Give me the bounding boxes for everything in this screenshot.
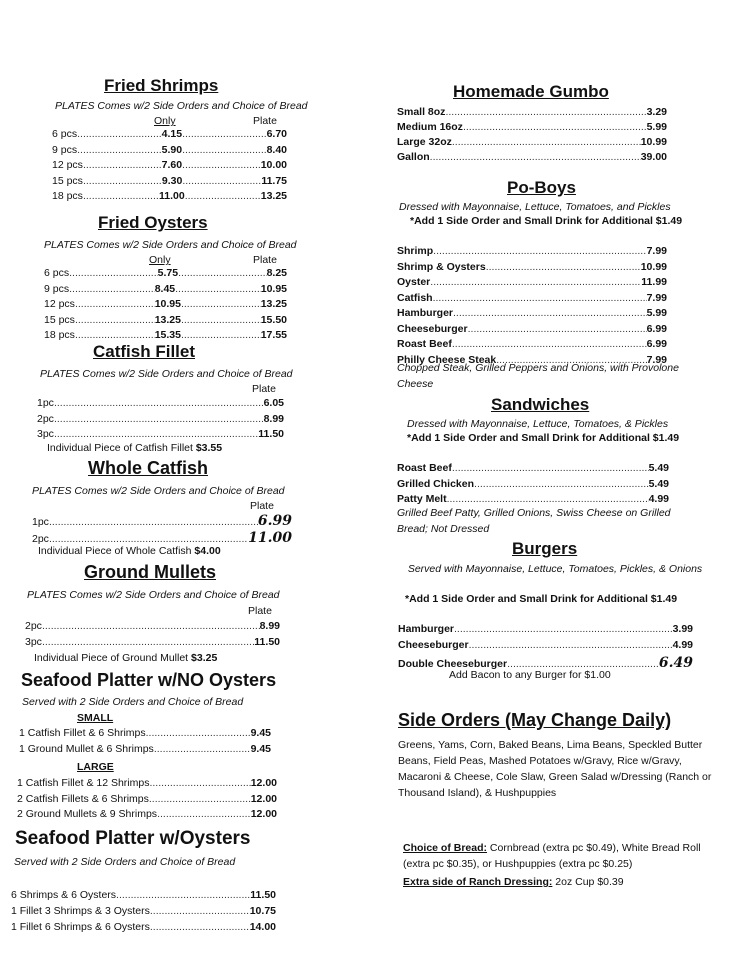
- bread-label: Choice of Bread:: [403, 842, 488, 854]
- row-label: Cheeseburger: [398, 639, 469, 651]
- row-label: Small 8oz: [397, 106, 446, 118]
- gumbo-title: Homemade Gumbo: [453, 82, 609, 101]
- row-price: 12.00: [250, 792, 277, 805]
- plate-price: 15.50: [260, 313, 287, 326]
- dot-leader: [474, 478, 649, 490]
- menu-row: [37, 413, 284, 425]
- menu-row: [17, 793, 277, 805]
- menu-row: [397, 478, 669, 490]
- menu-row: [397, 276, 667, 288]
- row-label: 12 pcs: [44, 298, 75, 310]
- menu-row: [52, 144, 287, 156]
- dot-leader: [49, 533, 248, 545]
- only-price: 15.35: [154, 329, 181, 341]
- plate-price: 8.40: [266, 143, 288, 156]
- menu-row: [44, 329, 287, 341]
- dot-leader: [175, 283, 261, 295]
- menu-row: [44, 267, 287, 279]
- dot-leader: [182, 128, 267, 140]
- side-orders-title: Side Orders (May Change Daily): [398, 710, 672, 730]
- dot-leader: [454, 623, 673, 635]
- row-label: Roast Beef: [397, 462, 452, 474]
- fried-shrimps-col-only: Only: [154, 115, 176, 127]
- row-label: 1pc: [32, 516, 49, 528]
- bread-text: Cornbread (extra pc $0.49), White Bread Roll (extra pc $0.35), or Hushpuppies (extra pc $0.25): [403, 842, 701, 870]
- sandwiches-subtitle: Dressed with Mayonnaise, Lettuce, Tomatoes, & Pickles: [407, 418, 669, 430]
- sandwiches-addon: *Add 1 Side Order and Small Drink for Additional $1.49: [407, 432, 680, 444]
- row-label: Roast Beef: [397, 338, 452, 350]
- menu-row: [397, 338, 667, 350]
- menu-row: [52, 175, 287, 187]
- only-price: 7.60: [161, 159, 183, 171]
- dot-leader: [116, 889, 250, 901]
- platter-large-label: LARGE: [77, 761, 114, 773]
- row-label: Hamburger: [398, 623, 455, 635]
- menu-row: [397, 493, 669, 505]
- row-label: Grilled Chicken: [397, 477, 475, 490]
- dot-leader: [452, 136, 641, 148]
- menu-row: [25, 620, 280, 632]
- row-price: 7.99: [646, 245, 667, 257]
- dot-leader: [452, 462, 649, 474]
- row-price: 4.99: [648, 493, 669, 505]
- menu-row: [25, 636, 280, 648]
- only-price: 10.95: [154, 298, 181, 310]
- dot-leader: [49, 516, 258, 528]
- row-label: Oyster: [397, 276, 431, 288]
- row-label: 6 pcs: [44, 267, 70, 279]
- dot-leader: [445, 106, 646, 118]
- menu-row: [44, 298, 287, 310]
- row-label: 3pc: [37, 428, 54, 440]
- dot-leader: [486, 261, 641, 273]
- menu-row: [397, 136, 667, 148]
- row-price: 5.49: [648, 477, 669, 490]
- poboys-addon: *Add 1 Side Order and Small Drink for Additional $1.49: [410, 215, 683, 227]
- row-label: 6 Shrimps & 6 Oysters: [11, 889, 117, 901]
- whole-catfish-note-price: $4.00: [194, 545, 221, 557]
- menu-row: [32, 530, 292, 546]
- dot-leader: [75, 314, 155, 326]
- row-label: 2pc: [25, 620, 42, 632]
- dot-leader: [452, 338, 647, 350]
- row-price: 11.50: [258, 428, 284, 440]
- row-price: 3.29: [646, 106, 667, 118]
- dot-leader: [77, 144, 162, 156]
- menu-row: [397, 151, 667, 163]
- ground-mullets-note: [34, 652, 217, 664]
- row-label: 18 pcs: [52, 190, 83, 202]
- row-label: 9 pcs: [52, 143, 78, 156]
- row-label: Cheeseburger: [397, 322, 468, 335]
- philly-note: Chopped Steak, Grilled Peppers and Onions, with Provolone Cheese: [397, 362, 679, 390]
- dot-leader: [83, 159, 162, 171]
- plate-price: 17.55: [260, 329, 287, 341]
- row-label: 15 pcs: [52, 174, 83, 187]
- row-label: 18 pcs: [44, 329, 75, 341]
- row-label: 1pc: [37, 397, 54, 409]
- dot-leader: [430, 151, 641, 163]
- menu-row: [17, 777, 277, 789]
- row-price: 3.99: [672, 623, 693, 635]
- only-price: 4.15: [161, 128, 183, 140]
- row-price: 8.99: [263, 412, 284, 425]
- dot-leader: [75, 298, 155, 310]
- row-label: 2pc: [37, 412, 54, 425]
- dot-leader: [178, 267, 267, 279]
- dot-leader: [149, 793, 251, 805]
- menu-row: [11, 921, 276, 933]
- menu-row: [17, 808, 277, 820]
- row-label: 2pc: [32, 533, 49, 545]
- catfish-fillet-subtitle: PLATES Comes w/2 Side Orders and Choice of Bread: [40, 368, 293, 380]
- row-label: 2 Catfish Fillets & 6 Shrimps: [17, 792, 149, 805]
- dot-leader: [69, 283, 155, 295]
- row-label: 3pc: [25, 636, 42, 648]
- menu-row: [397, 261, 667, 273]
- bacon-note: Add Bacon to any Burger for $1.00: [449, 669, 611, 681]
- plate-price: 11.75: [261, 174, 288, 187]
- row-label: 1 Catfish Fillet & 6 Shrimps: [19, 727, 146, 739]
- menu-row: [397, 245, 667, 257]
- ranch-text: 2oz Cup $0.39: [552, 876, 624, 888]
- row-label: Gallon: [397, 151, 430, 163]
- dot-leader: [77, 128, 162, 140]
- dot-leader: [150, 921, 250, 933]
- plate-price: 8.25: [266, 267, 288, 279]
- row-label: 1 Fillet 6 Shrimps & 6 Oysters: [11, 921, 150, 933]
- only-price: 9.30: [161, 174, 183, 187]
- whole-catfish-col-plate: Plate: [250, 500, 274, 512]
- menu-row: [397, 307, 667, 319]
- dot-leader: [182, 175, 261, 187]
- menu-row: [397, 121, 667, 133]
- menu-row: [37, 397, 284, 409]
- dot-leader: [83, 190, 159, 202]
- plate-price: 13.25: [260, 190, 288, 202]
- menu-row: [398, 639, 693, 651]
- only-price: 13.25: [154, 313, 181, 326]
- row-price: 5.99: [646, 307, 667, 319]
- row-price: 7.99: [646, 291, 667, 304]
- menu-row: [44, 314, 287, 326]
- whole-catfish-title: Whole Catfish: [88, 458, 208, 478]
- catfish-fillet-note: [47, 442, 222, 454]
- only-price: 11.00: [158, 190, 185, 202]
- only-price: 5.75: [157, 267, 179, 279]
- row-label: 2 Ground Mullets & 9 Shrimps: [17, 808, 158, 820]
- menu-row: [32, 513, 292, 529]
- burgers-subtitle: Served with Mayonnaise, Lettuce, Tomatoes, Pickles, & Onions: [407, 563, 703, 575]
- dot-leader: [182, 159, 261, 171]
- menu-row: [397, 462, 669, 474]
- dot-leader: [150, 905, 250, 917]
- menu-row: [398, 623, 693, 635]
- dot-leader: [181, 314, 261, 326]
- platter-no-oysters-title: Seafood Platter w/NO Oysters: [21, 670, 277, 690]
- plate-price: 6.70: [266, 128, 288, 140]
- menu-row: [52, 128, 287, 140]
- row-price: 7.99: [646, 353, 667, 366]
- row-price: 9.45: [250, 743, 271, 755]
- dot-leader: [54, 428, 258, 440]
- ground-mullets-title: Ground Mullets: [84, 562, 216, 582]
- menu-row: [52, 190, 287, 202]
- platter-no-oysters-subtitle: Served with 2 Side Orders and Choice of Bread: [22, 696, 244, 708]
- row-label: 1 Fillet 3 Shrimps & 3 Oysters: [11, 905, 150, 917]
- dot-leader: [181, 298, 261, 310]
- row-price: 6.49: [658, 655, 693, 671]
- menu-row: [52, 159, 287, 171]
- dot-leader: [149, 777, 250, 789]
- row-label: 12 pcs: [52, 159, 83, 171]
- ranch-label: Extra side of Ranch Dressing:: [403, 876, 553, 888]
- platter-oysters-title: Seafood Platter w/Oysters: [15, 828, 251, 849]
- catfish-fillet-note-text: Individual Piece of Catfish Fillet: [47, 442, 193, 454]
- menu-row: [19, 743, 271, 755]
- fried-oysters-col-plate: Plate: [253, 254, 277, 266]
- burgers-title: Burgers: [512, 539, 578, 558]
- row-price: 10.99: [640, 260, 667, 273]
- dot-leader: [54, 413, 264, 425]
- ranch-block: [403, 876, 624, 888]
- dot-leader: [463, 121, 647, 133]
- menu-row: [397, 292, 667, 304]
- dot-leader: [468, 323, 647, 335]
- menu-row: [19, 727, 271, 739]
- ground-mullets-note-text: Individual Piece of Ground Mullet: [34, 652, 189, 664]
- row-price: 10.75: [249, 905, 276, 917]
- row-price: 10.99: [640, 136, 667, 148]
- dot-leader: [185, 190, 261, 202]
- row-label: 9 pcs: [44, 282, 70, 295]
- row-label: 6 pcs: [52, 128, 78, 140]
- fried-oysters-subtitle: PLATES Comes w/2 Side Orders and Choice of Bread: [44, 239, 297, 251]
- dot-leader: [453, 307, 647, 319]
- row-label: Large 32oz: [397, 136, 452, 148]
- dot-leader: [430, 276, 641, 288]
- fried-oysters-col-only: Only: [149, 254, 171, 266]
- dot-leader: [75, 329, 155, 341]
- row-price: 12.00: [250, 777, 277, 789]
- ground-mullets-col-plate: Plate: [248, 605, 272, 617]
- row-label: Double Cheeseburger: [398, 658, 508, 670]
- menu-row: [397, 323, 667, 335]
- patty-note: Grilled Beef Patty, Grilled Onions, Swiss Cheese on Grilled Bread; Not Dressed: [397, 507, 671, 535]
- bread-block: [403, 840, 723, 872]
- row-price: 12.00: [250, 808, 277, 820]
- poboys-subtitle: Dressed with Mayonnaise, Lettuce, Tomatoes, and Pickles: [399, 201, 671, 213]
- row-label: 15 pcs: [44, 313, 75, 326]
- dot-leader: [54, 397, 264, 409]
- row-price: 6.99: [257, 513, 292, 529]
- row-label: Hamburger: [397, 307, 454, 319]
- row-label: Catfish: [397, 291, 433, 304]
- row-price: 14.00: [249, 921, 276, 933]
- whole-catfish-note: [38, 545, 221, 557]
- dot-leader: [157, 808, 251, 820]
- dot-leader: [146, 727, 251, 739]
- row-price: 39.00: [640, 151, 667, 163]
- burgers-addon: *Add 1 Side Order and Small Drink for Additional $1.49: [405, 593, 678, 605]
- menu-row: [44, 283, 287, 295]
- catfish-fillet-col-plate: Plate: [252, 383, 276, 395]
- fried-shrimps-subtitle: PLATES Comes w/2 Side Orders and Choice of Bread: [55, 100, 308, 112]
- sandwiches-title: Sandwiches: [491, 395, 590, 414]
- dot-leader: [433, 292, 647, 304]
- plate-price: 10.95: [260, 282, 288, 295]
- menu-row: [37, 428, 284, 440]
- poboys-title: Po-Boys: [507, 178, 576, 197]
- row-price: 11.00: [248, 530, 292, 546]
- whole-catfish-note-text: Individual Piece of Whole Catfish: [38, 545, 192, 557]
- fried-oysters-title: Fried Oysters: [98, 213, 208, 232]
- row-price: 8.99: [259, 620, 280, 632]
- row-label: Philly Cheese Steak: [397, 353, 497, 366]
- menu-row: [397, 106, 667, 118]
- menu-row: [11, 905, 276, 917]
- row-price: 6.05: [263, 397, 284, 409]
- catfish-fillet-note-price: $3.55: [195, 442, 223, 454]
- only-price: 5.90: [161, 143, 183, 156]
- row-price: 6.99: [646, 338, 667, 350]
- catfish-fillet-title: Catfish Fillet: [93, 342, 196, 361]
- row-price: 11.99: [641, 276, 667, 288]
- row-label: Patty Melt: [397, 493, 447, 505]
- row-label: Medium 16oz: [397, 121, 463, 133]
- row-label: 1 Catfish Fillet & 12 Shrimps: [17, 777, 150, 789]
- dot-leader: [42, 620, 260, 632]
- dot-leader: [182, 144, 267, 156]
- dot-leader: [433, 245, 646, 257]
- whole-catfish-subtitle: PLATES Comes w/2 Side Orders and Choice of Bread: [32, 485, 285, 497]
- side-orders-text: Greens, Yams, Corn, Baked Beans, Lima Beans, Speckled Butter Beans, Field Peas, Mashed Potatoes w/Gravy, Rice w/Gravy, Macaroni & Cheese, Cole Slaw, Green Salad w/Dressing (Ranch or Thousand Island), & Hushpuppies: [398, 739, 712, 799]
- dot-leader: [69, 267, 158, 279]
- platter-oysters-subtitle: Served with 2 Side Orders and Choice of Bread: [14, 856, 236, 868]
- row-price: 4.99: [672, 639, 693, 651]
- row-price: 11.50: [250, 889, 276, 901]
- fried-shrimps-col-plate: Plate: [253, 115, 277, 127]
- dot-leader: [447, 493, 649, 505]
- only-price: 8.45: [154, 282, 176, 295]
- dot-leader: [469, 639, 673, 651]
- plate-price: 10.00: [260, 159, 287, 171]
- ground-mullets-note-price: $3.25: [191, 652, 218, 664]
- dot-leader: [154, 743, 251, 755]
- fried-shrimps-title: Fried Shrimps: [104, 76, 219, 95]
- dot-leader: [42, 636, 254, 648]
- row-price: 5.49: [648, 462, 669, 474]
- ground-mullets-subtitle: PLATES Comes w/2 Side Orders and Choice of Bread: [27, 589, 280, 601]
- row-price: 11.50: [254, 636, 280, 648]
- plate-price: 13.25: [260, 298, 287, 310]
- dot-leader: [83, 175, 162, 187]
- row-label: Shrimp: [397, 245, 434, 257]
- row-label: Shrimp & Oysters: [397, 260, 486, 273]
- row-price: 5.99: [646, 121, 667, 133]
- row-price: 9.45: [250, 727, 271, 739]
- dot-leader: [181, 329, 261, 341]
- menu-row: [11, 889, 276, 901]
- row-price: 6.99: [646, 322, 667, 335]
- row-label: 1 Ground Mullet & 6 Shrimps: [19, 743, 154, 755]
- platter-small-label: SMALL: [77, 712, 114, 724]
